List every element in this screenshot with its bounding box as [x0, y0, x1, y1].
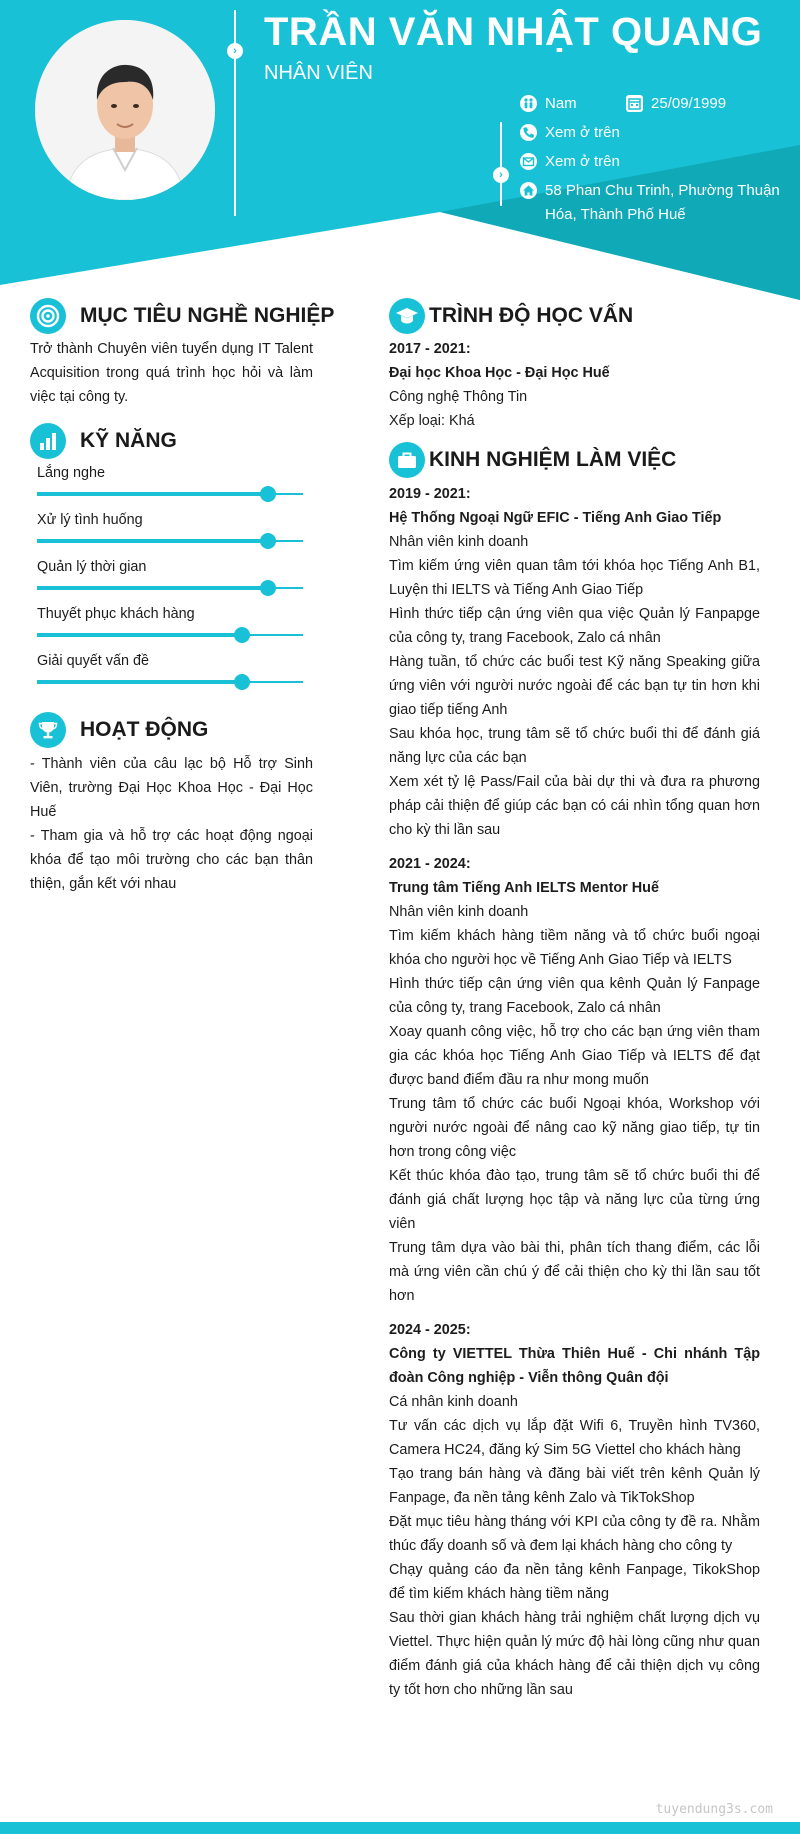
skill-fill: [37, 492, 268, 496]
job-detail: Kết thúc khóa đào tạo, trung tâm sẽ tổ chức buổi thi để đánh giá chất lượng học tập và năng lực của từng ứng viên: [389, 1168, 760, 1232]
education-period: 2017 - 2021:: [389, 341, 471, 357]
graduation-cap-icon: [389, 298, 425, 334]
education-school: Đại học Khoa Học - Đại Học Huế: [389, 365, 610, 381]
job-detail: Sau khóa học, trung tâm sẽ tổ chức buổi thi để đánh giá năng lực của các bạn: [389, 726, 760, 766]
job-detail: Tạo trang bán hàng và đăng bài viết trên kênh Quản lý Fanpage, đa nền tảng kênh Zalo và TikTokShop: [389, 1466, 760, 1506]
avatar: [35, 20, 215, 200]
job-detail: Tìm kiếm khách hàng tiềm năng và tổ chức buổi ngoại khóa cho người học về Tiếng Anh Giao Tiếp và IELTS: [389, 928, 760, 968]
job-period: 2019 - 2021:: [389, 486, 471, 502]
briefcase-icon: [389, 442, 425, 478]
skill-item: [37, 510, 303, 557]
skill-label: Giải quyết vấn đề: [37, 653, 149, 669]
candidate-name: TRẦN VĂN NHẬT QUANG: [264, 10, 763, 54]
experience-entry: [389, 842, 760, 1308]
gender-value: Nam: [545, 95, 577, 112]
target-icon: [30, 298, 66, 334]
skill-level-handle: [260, 580, 276, 596]
experience-entry: [389, 482, 760, 842]
job-position: Nhân viên kinh doanh: [389, 904, 529, 920]
address-line-2: Hóa, Thành Phố Huế: [545, 206, 686, 223]
education-major: Công nghệ Thông Tin: [389, 389, 528, 405]
birthday-value: 25/09/1999: [651, 95, 727, 112]
job-company: Công ty VIETTEL Thừa Thiên Huế - Chi nhánh Tập đoàn Công nghiệp - Viễn thông Quân đội: [389, 1346, 760, 1386]
job-detail: Đặt mục tiêu hàng tháng với KPI của công ty đề ra. Nhằm thúc đẩy doanh số và đem lại khách hàng cho công ty: [389, 1514, 760, 1554]
skill-label: Lắng nghe: [37, 465, 106, 481]
objective-heading: [30, 298, 334, 334]
phone-value: Xem ở trên: [545, 124, 620, 141]
footer-bar: [0, 1822, 800, 1834]
education-entry: [389, 337, 760, 433]
gender-icon: [520, 95, 537, 112]
trophy-icon: [30, 712, 66, 748]
chevron-right-icon: ›: [493, 167, 509, 183]
job-detail: Chạy quảng cáo đa nền tảng kênh Fanpage, TikokShop để tìm kiếm khách hàng tiềm năng: [389, 1562, 760, 1602]
skills-title: KỸ NĂNG: [80, 429, 177, 452]
skills-heading: [30, 423, 177, 459]
education-title: TRÌNH ĐỘ HỌC VẤN: [429, 304, 634, 327]
skill-label: Thuyết phục khách hàng: [37, 606, 195, 622]
skill-label: Quản lý thời gian: [37, 559, 147, 575]
skill-level-handle: [234, 627, 250, 643]
skill-fill: [37, 586, 268, 590]
activity-line: - Tham gia và hỗ trợ các hoạt động ngoại khóa để tạo môi trường cho các bạn thân thiện, gắn kết với nhau: [30, 828, 313, 892]
skill-level-handle: [260, 533, 276, 549]
address-line-1: 58 Phan Chu Trinh, Phường Thuận: [545, 182, 780, 199]
chevron-right-icon: ›: [227, 43, 243, 59]
email-icon: [520, 153, 537, 170]
education-grade: Xếp loại: Khá: [389, 413, 475, 429]
job-company: Hệ Thống Ngoại Ngữ EFIC - Tiếng Anh Giao Tiếp: [389, 510, 722, 526]
skill-item: [37, 651, 303, 698]
skill-fill: [37, 539, 268, 543]
phone-icon: [520, 124, 537, 141]
job-detail: Hình thức tiếp cận ứng viên qua kênh Quản lý Fanpage của công ty, trang Facebook, Zalo cá nhân: [389, 976, 760, 1016]
activities-heading: [30, 712, 208, 748]
email-value: Xem ở trên: [545, 153, 620, 170]
experience-title: KINH NGHIỆM LÀM VIỆC: [429, 448, 677, 471]
job-company: Trung tâm Tiếng Anh IELTS Mentor Huế: [389, 880, 659, 896]
skill-level-handle: [260, 486, 276, 502]
job-detail: Hàng tuần, tổ chức các buổi test Kỹ năng Speaking giữa ứng viên với người nước ngoài để các bạn tự tin hơn khi giao tiếp tiếng Anh: [389, 654, 760, 718]
objective-title: MỤC TIÊU NGHỀ NGHIỆP: [80, 304, 335, 327]
bar-chart-icon: [30, 423, 66, 459]
activity-line: - Thành viên của câu lạc bộ Hỗ trợ Sinh Viên, trường Đại Học Khoa Học - Đại Học Huế: [30, 756, 313, 820]
home-icon: [520, 182, 537, 199]
objective-text: [30, 337, 313, 409]
header-divider: [234, 10, 236, 216]
skills-list: [37, 463, 303, 698]
job-period: 2024 - 2025:: [389, 1322, 471, 1338]
calendar-icon: [626, 95, 643, 112]
activities-title: HOẠT ĐỘNG: [80, 718, 209, 741]
job-position: Cá nhân kinh doanh: [389, 1394, 518, 1410]
profile-photo: [35, 20, 215, 200]
skill-fill: [37, 633, 242, 637]
skill-item: [37, 604, 303, 651]
skill-fill: [37, 680, 242, 684]
skill-label: Xử lý tình huống: [37, 512, 143, 528]
watermark: tuyendung3s.com: [655, 1802, 773, 1817]
job-detail: Sau thời gian khách hàng trải nghiệm chất lượng dịch vụ Viettel. Thực hiện quản lý mức độ hài lòng cũng như quan điểm đánh giá của khách hàng để cải thiện dịch vụ công ty tốt hơn cho những lần sau: [389, 1610, 760, 1698]
skill-item: [37, 557, 303, 604]
activities-text: [30, 752, 313, 896]
objective-body: Trở thành Chuyên viên tuyển dụng IT Talent Acquisition trong quá trình học hỏi và làm việc tại công ty.: [30, 341, 313, 405]
job-detail: Tìm kiếm ứng viên quan tâm tới khóa học Tiếng Anh B1, Luyện thi IELTS và Tiếng Anh Giao Tiếp: [389, 558, 760, 598]
skill-item: [37, 463, 303, 510]
job-detail: Hình thức tiếp cận ứng viên qua việc Quản lý Fanpapge của công ty, trang Facebook, Zalo cá nhân: [389, 606, 760, 646]
candidate-role: NHÂN VIÊN: [264, 62, 373, 84]
experience-list: [389, 482, 760, 1702]
job-detail: Xoay quanh công việc, hỗ trợ cho các bạn ứng viên tham gia các khóa học Tiếng Anh Giao Tiếp và IELTS để đạt được band điểm đầu ra như mong muốn: [389, 1024, 760, 1088]
job-period: 2021 - 2024:: [389, 856, 471, 872]
job-detail: Tư vấn các dịch vụ lắp đặt Wifi 6, Truyền hình TV360, Camera HC24, đăng ký Sim 5G Viettel cho khách hàng: [389, 1418, 760, 1458]
skill-level-handle: [234, 674, 250, 690]
experience-heading: [389, 442, 676, 478]
experience-entry: [389, 1308, 760, 1702]
job-position: Nhân viên kinh doanh: [389, 534, 529, 550]
education-heading: [389, 298, 633, 334]
job-detail: Trung tâm tổ chức các buổi Ngoại khóa, Workshop với người nước ngoài để nâng cao kỹ năng giao tiếp, tự tin hơn trong công việc: [389, 1096, 760, 1160]
contact-divider: [500, 122, 502, 206]
job-detail: Trung tâm dựa vào bài thi, phân tích thang điểm, các lỗi mà ứng viên cần chú ý để cải thiện cho kỳ thi lần sau tốt hơn: [389, 1240, 760, 1304]
job-detail: Xem xét tỷ lệ Pass/Fail của bài dự thi và đưa ra phương pháp cải thiện để giúp các bạn có cái nhìn tổng quan hơn cho kỳ thi lần sau: [389, 774, 760, 838]
